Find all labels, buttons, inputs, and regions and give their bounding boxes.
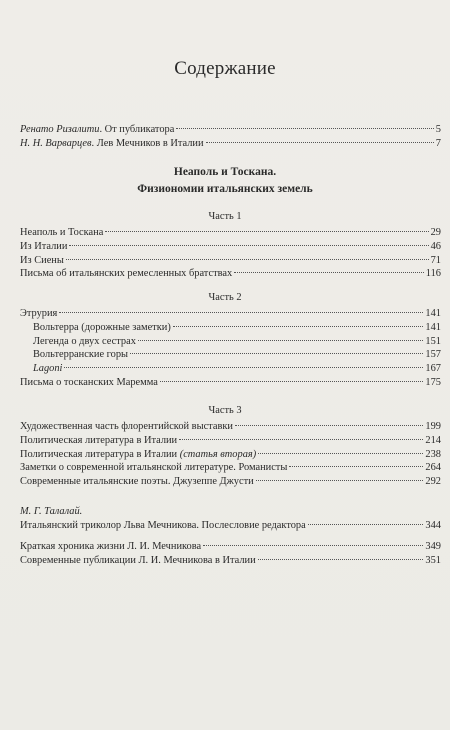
page-title: Содержание [174,58,276,79]
entry-page: 292 [425,476,441,488]
entry-page: 264 [425,462,441,474]
part-2-heading: Часть 2 [208,292,242,303]
dot-leader [66,259,429,260]
entry-page: 175 [425,376,441,388]
entry-title: Политическая литература в Италии [20,448,180,460]
dot-leader [138,340,424,341]
entry-page: 71 [430,254,441,266]
entry-title: Неаполь и Тоскана [20,227,104,238]
entry-title: Письма об итальянских ремесленных братствах [20,268,233,280]
toc-entry[interactable] [20,137,441,151]
entry-page: 151 [425,335,441,347]
dot-leader [289,466,423,467]
toc-entry[interactable] [20,554,441,568]
entry-title: Заметки о современной итальянской литературе. Романисты [20,462,288,474]
dot-leader [235,425,423,426]
entry-page: 116 [425,268,441,280]
dot-leader [258,559,424,560]
toc-entry[interactable] [20,335,441,349]
entry-page: 351 [425,554,441,566]
entry-page: 238 [425,448,441,460]
dot-leader [308,524,424,525]
entry-page: 349 [425,541,441,552]
toc-entry[interactable] [20,519,441,533]
entry-title: . От публикатора [99,124,175,135]
entry-page: 5 [435,124,441,135]
toc-entry[interactable] [20,348,441,362]
entry-title: Краткая хроника жизни Л. И. Мечникова [20,541,202,552]
afterword-author: М. Г. Талалай. [20,506,83,517]
dot-leader [203,545,423,546]
entry-title: Легенда о двух сестрах [33,335,136,347]
front-matter-list [20,123,441,151]
dot-leader [69,245,428,246]
entry-title: Письма о тосканских Маремма [20,376,158,388]
toc-entry[interactable] [20,321,441,335]
dot-leader [173,326,424,327]
dot-leader [234,272,424,273]
entry-title: Художественная часть флорентийской выставки [20,421,233,432]
entry-title: Вольтерранские горы [33,349,129,361]
toc-entry[interactable] [20,475,441,489]
entry-page: 29 [430,227,441,238]
entry-title: Этрурия [20,308,58,319]
toc-entry[interactable] [20,267,441,281]
section-title-line-2: Физиономии итальянских земель [137,183,313,195]
entry-page: 344 [425,519,441,531]
entry-title: Современные итальянские поэты. Джузеппе Джусти [20,476,254,488]
entry-title: Политическая литература в Италии [20,434,178,446]
entry-page: 46 [430,240,441,252]
dot-leader [206,142,434,143]
toc-entry[interactable] [20,540,441,554]
entry-author: Ренато Ризалити [20,124,100,135]
part-1-heading: Часть 1 [208,211,242,222]
part-2-list [20,307,441,390]
entry-author: Н. Н. Варварцев [20,137,92,149]
toc-entry[interactable] [20,448,441,462]
entry-page: 7 [435,137,441,149]
dot-leader [64,367,423,368]
entry-title: Вольтерра (дорожные заметки) [33,321,171,333]
entry-page: 157 [425,349,441,361]
dot-leader [258,453,423,454]
entry-page: 214 [425,434,441,446]
dot-leader [130,353,423,354]
entry-title: Современные публикации Л. И. Мечникова в Италии [20,554,256,566]
entry-page: 199 [425,421,441,432]
toc-entry[interactable] [20,461,441,475]
dot-leader [256,480,424,481]
toc-entry[interactable] [20,226,441,240]
entry-page: 141 [425,321,441,333]
afterword-block [20,505,441,533]
dot-leader [59,312,423,313]
toc-entry[interactable] [20,123,441,137]
toc-entry[interactable] [20,307,441,321]
entry-title: Итальянский триколор Льва Мечникова. Послесловие редактора [20,519,306,531]
entry-title-suffix: (статья вторая) [179,448,257,460]
dot-leader [160,381,424,382]
part-1-list [20,226,441,281]
back-matter-list [20,540,441,568]
toc-entry[interactable] [20,240,441,254]
entry-title: Из Сиены [20,254,64,266]
entry-title: . Лев Мечников в Италии [91,137,204,149]
toc-entry[interactable] [20,254,441,268]
dot-leader [105,231,428,232]
section-title-line-1: Неаполь и Тоскана. [173,166,277,178]
entry-title: Из Италии [20,240,68,252]
entry-title: Lagoni [33,363,63,375]
entry-page: 141 [425,308,441,319]
dot-leader [179,439,423,440]
toc-entry[interactable] [20,420,441,434]
part-3-heading: Часть 3 [208,405,242,416]
toc-entry[interactable] [20,434,441,448]
dot-leader [176,128,433,129]
part-3-list [20,420,441,489]
toc-entry[interactable] [20,362,441,376]
toc-entry[interactable] [20,376,441,390]
entry-page: 167 [425,363,441,375]
